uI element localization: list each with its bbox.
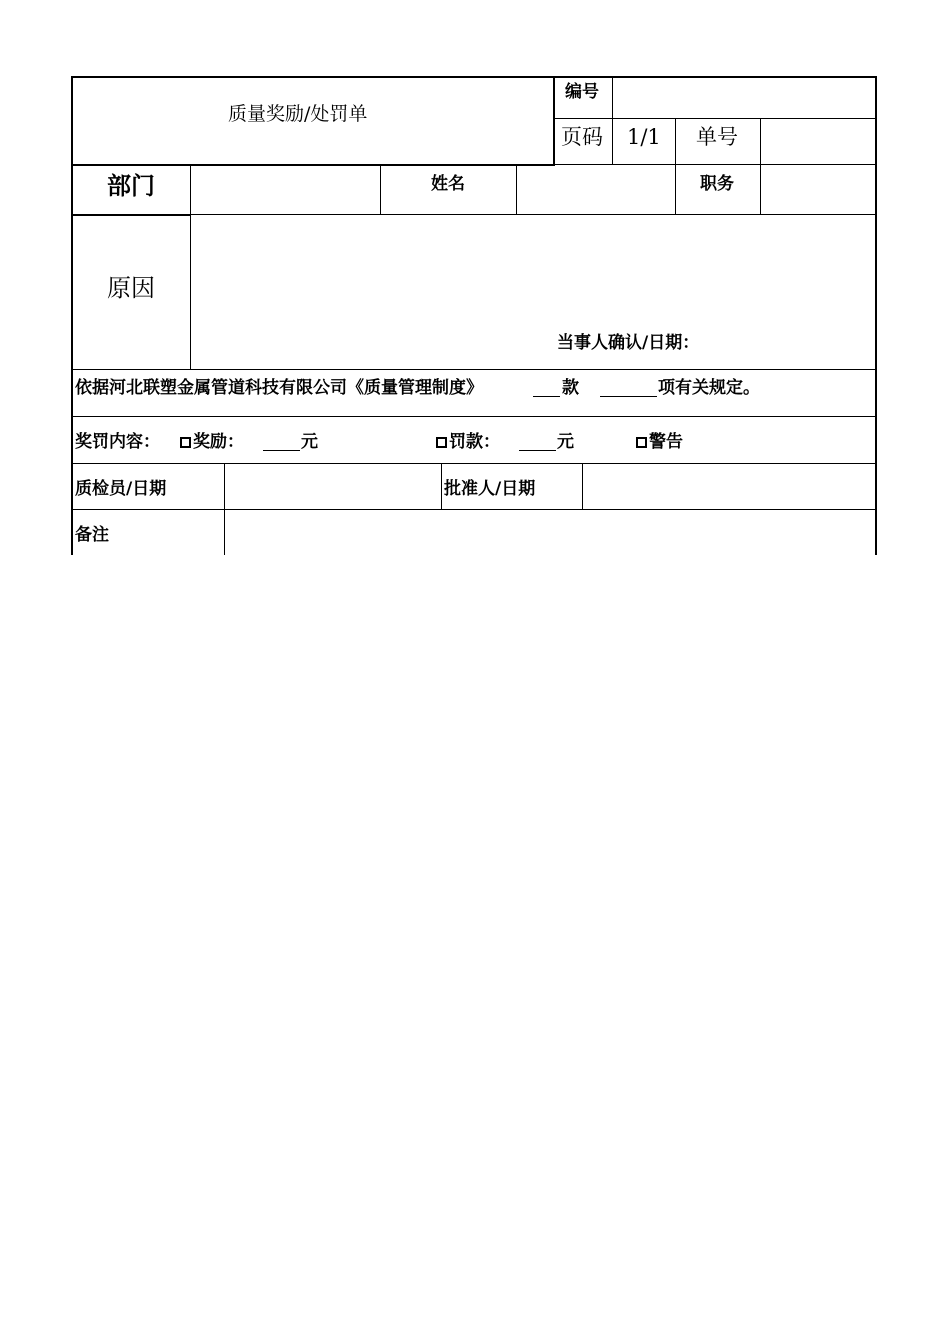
item-blank[interactable] bbox=[600, 382, 657, 397]
fine-checkbox[interactable] bbox=[436, 437, 447, 448]
inspector-label: 质检员/日期 bbox=[75, 479, 167, 499]
reward-checkbox[interactable] bbox=[180, 437, 191, 448]
fine-amount-blank[interactable] bbox=[519, 436, 556, 451]
basis-text: 依据河北联塑金属管道科技有限公司《质量管理制度》 bbox=[75, 378, 483, 398]
name-label: 姓名 bbox=[431, 174, 465, 194]
dept-label: 部门 bbox=[107, 171, 155, 200]
reward-unit: 元 bbox=[301, 432, 318, 452]
form-title: 质量奖励/处罚单 bbox=[228, 103, 368, 125]
party-confirm-label: 当事人确认/日期： bbox=[557, 333, 700, 353]
approver-label: 批准人/日期 bbox=[444, 479, 536, 499]
inspector-field[interactable] bbox=[226, 465, 440, 508]
fine-unit: 元 bbox=[557, 432, 574, 452]
warning-label: 警告 bbox=[649, 432, 683, 452]
remarks-field[interactable] bbox=[226, 511, 874, 554]
position-label: 职务 bbox=[700, 174, 734, 194]
form-no-label: 单号 bbox=[696, 125, 738, 149]
clause-blank[interactable] bbox=[533, 382, 560, 397]
reward-label: 奖励： bbox=[193, 432, 244, 452]
reason-label: 原因 bbox=[107, 274, 155, 302]
number-label: 编号 bbox=[565, 82, 599, 102]
reward-amount-blank[interactable] bbox=[263, 436, 300, 451]
warning-checkbox[interactable] bbox=[636, 437, 647, 448]
content-label: 奖罚内容： bbox=[75, 432, 160, 452]
approver-field[interactable] bbox=[584, 465, 874, 508]
fine-option[interactable] bbox=[436, 434, 500, 451]
reward-option[interactable] bbox=[180, 434, 244, 451]
fine-label: 罚款： bbox=[449, 432, 500, 452]
remarks-label: 备注 bbox=[75, 525, 109, 545]
reason-text-area[interactable] bbox=[192, 216, 874, 326]
page-label: 页码 bbox=[561, 125, 603, 149]
item-suffix: 项有关规定。 bbox=[658, 378, 760, 398]
warning-option[interactable] bbox=[636, 434, 683, 451]
page-value: 1/1 bbox=[627, 125, 661, 149]
clause-suffix: 款 bbox=[562, 378, 579, 398]
